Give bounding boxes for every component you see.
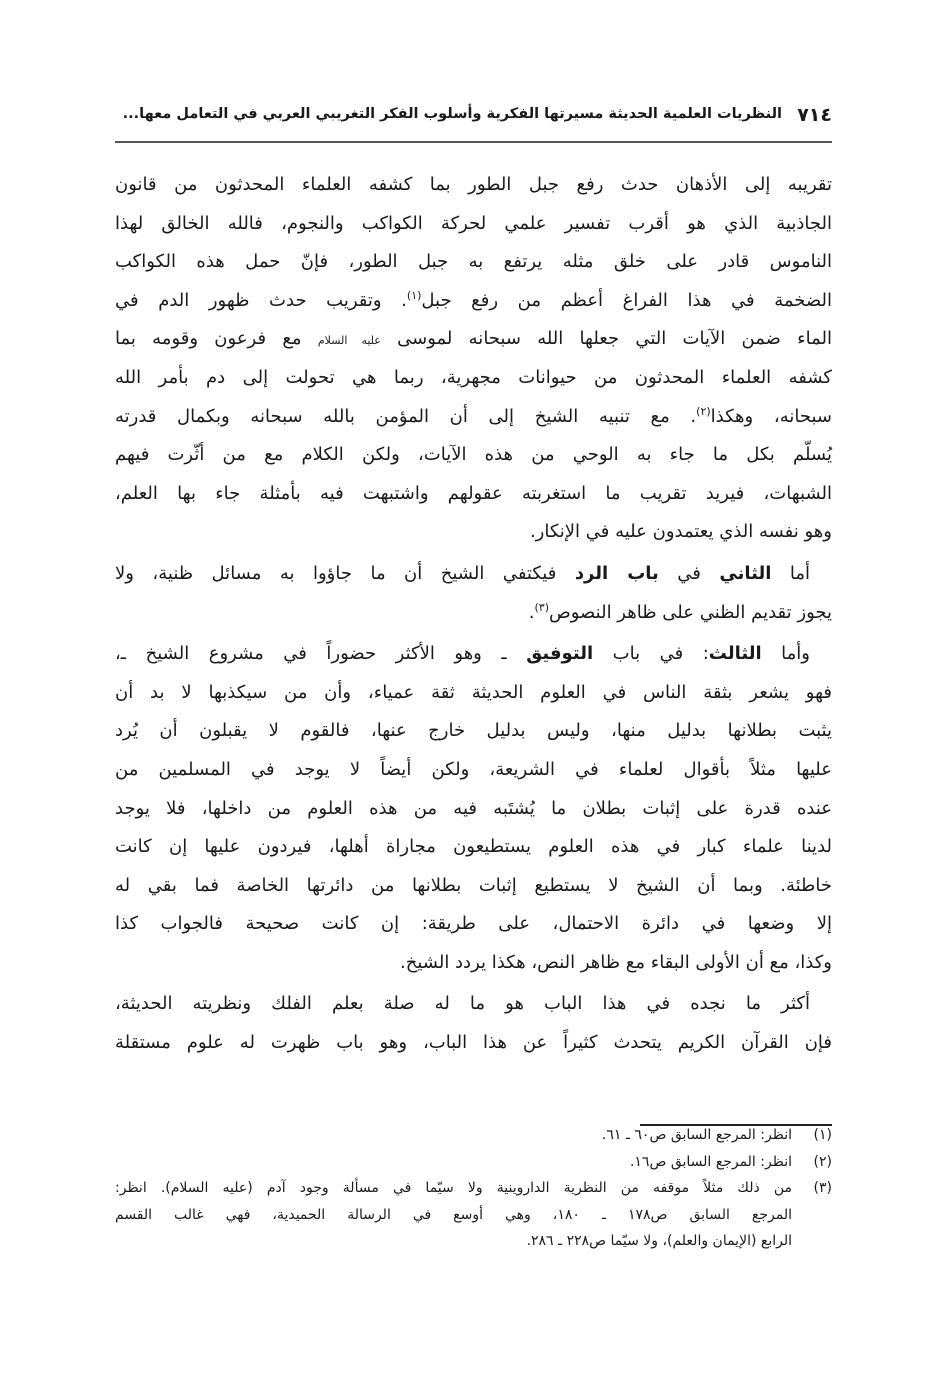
text-line (115, 867, 832, 906)
text-run: الناموس قادر على خلق مثله يرتفع به جبل الطور، فإنّ حمل هذه الكواكب (115, 251, 832, 273)
paragraph (115, 166, 832, 552)
bold-term: الثاني (719, 562, 772, 584)
footnote-marker: (٢) (696, 404, 711, 418)
text-run: عليها مثلاً بأقوال لعلماء في الشريعة، ولكن أيضاً لا يوجد في المسلمين من (115, 758, 832, 780)
paragraph (115, 555, 832, 632)
text-run: وأما (761, 643, 810, 665)
honorific-glyph: عليه السلام (317, 334, 381, 348)
text-run: . وتقريب حدث ظهور الدم في (115, 289, 407, 311)
text-run: لدينا علماء كبار في هذه العلوم يستطيعون مجاراة أهلها، فيردون عليها إن كانت (115, 836, 832, 858)
text-run: يُسلّم بكل ما جاء به الوحي من هذه الآيات، ولكن الكلام مع من أثّرت فيهم (115, 444, 832, 466)
running-header (115, 104, 832, 134)
text-line (115, 985, 832, 1024)
paragraph (115, 985, 832, 1062)
footnote-text: المرجع السابق ص١٧٨ ـ ١٨٠، وهي أوسع في الرسالة الحميدية، فهي غالب القسم (115, 1206, 792, 1223)
text-run: وهو نفسه الذي يعتمدون عليه في الإنكار. (529, 521, 832, 543)
text-line (115, 828, 832, 867)
text-line (115, 205, 832, 244)
bold-term: التوفيق (526, 643, 594, 665)
header-rule (115, 141, 832, 143)
footnote-number: (٢) (813, 1153, 832, 1170)
text-run: إلا وضعها في دائرة الاحتمال، على طريقة: إن كانت صحيحة فالجواب كذا (115, 913, 832, 935)
main-text (115, 166, 832, 1066)
text-run: أكثر ما نجده في هذا الباب هو ما له صلة بعلم الفلك ونظريته الحديثة، (115, 993, 810, 1015)
text-line (115, 398, 832, 437)
footnote-marker: (١) (406, 288, 422, 302)
footnote-marker: (٣) (534, 600, 549, 614)
text-run: يثبت بطلانها بدليل منها، وليس بدليل خارج عنها، فالقوم لا يقبلون أن يُرد (115, 720, 832, 742)
text-run: ـ وهو الأكثر حضوراً في مشروع الشيخ ـ، (115, 643, 527, 665)
text-line (115, 513, 832, 552)
text-run: عنده قدرة على إثبات بطلان ما يُشتَبه فيه من هذه العلوم من داخلها، فلا يوجد (115, 797, 832, 819)
text-line (115, 674, 832, 713)
text-line (115, 1024, 832, 1063)
footnote-text: انظر: المرجع السابق ص٦٠ ـ ٦١. (601, 1127, 792, 1143)
footnote (115, 1149, 832, 1176)
text-line (115, 166, 832, 205)
text-line (115, 712, 832, 751)
text-line (115, 751, 832, 790)
text-run: الشبهات، فيريد تقريب ما استغربته عقولهم واشتبهت فيه بأمثلة جاء بها العلم، (115, 482, 832, 504)
text-line (115, 475, 832, 514)
footnote-text: انظر: المرجع السابق ص١٦. (629, 1153, 792, 1170)
text-run: . (528, 601, 535, 623)
text-line (115, 905, 832, 944)
text-line (115, 243, 832, 282)
running-title: النظريات العلمية الحديثة مسيرتها الفكرية وأسلوب الفكر التغريبي العربي في التعامل معها... (122, 106, 782, 122)
text-run: مع فرعون وقومه بما (115, 328, 318, 350)
text-line (115, 555, 832, 594)
text-run: يجوز تقديم الظني على ظاهر النصوص (549, 601, 832, 623)
text-line (115, 594, 832, 633)
paragraph (115, 635, 832, 982)
text-run: فهو يشعر بثقة الناس في العلوم الحديثة ثقة عمياء، وأن من سيكذبها لا بد أن (115, 681, 832, 703)
text-line (115, 436, 832, 475)
footnote (115, 1175, 832, 1255)
text-run: خاطئة. وبما أن الشيخ لا يستطيع إثبات بطلانها من دائرتها الخاصة فما بقي له (115, 874, 832, 896)
text-line (115, 320, 832, 359)
text-run: وكذا، مع أن الأولى البقاء مع ظاهر النص، هكذا يردد الشيخ. (400, 951, 832, 973)
text-line (115, 282, 832, 321)
text-run: سبحانه، وهكذا (710, 405, 832, 427)
text-run: الماء ضمن الآيات التي جعلها الله سبحانه لموسى (380, 328, 832, 350)
text-run: . مع تنبيه الشيخ إلى أن المؤمن بالله سبحانه وبكمال قدرته (115, 405, 697, 427)
footnote-text: الرابع (الإيمان والعلم)، ولا سيّما ص٢٢٨ ـ ٢٨٦. (526, 1233, 792, 1249)
text-run: فيكتفي الشيخ أن ما جاؤوا به مسائل ظنية، ولا (115, 562, 575, 584)
bold-term: باب الرد (574, 562, 659, 584)
footnote-number: (٣) (813, 1180, 832, 1196)
footnotes (115, 1122, 832, 1255)
text-line (115, 635, 832, 674)
text-run: : في باب (593, 643, 709, 665)
bold-term: الثالث (708, 643, 762, 665)
text-run: كشفه العلماء المحدثون من حيوانات مجهرية، ربما هي تحولت إلى دم بأمر الله (115, 366, 832, 388)
text-run: أما (771, 562, 810, 584)
footnote (115, 1122, 832, 1149)
text-line (115, 944, 832, 983)
text-run: الضخمة في هذا الفراغ أعظم من رفع جبل (421, 289, 832, 311)
page-number: ٧١٤ (797, 104, 832, 126)
footnote-text: من ذلك مثلاً موقفه من النظرية الداروينية ولا سيّما في مسألة وجود آدم (عليه السلام). انظر: (115, 1180, 792, 1196)
text-line (115, 359, 832, 398)
text-run: في (658, 562, 720, 584)
text-line (115, 790, 832, 829)
text-run: الجاذبية الذي هو أقرب تفسير علمي لحركة الكواكب والنجوم، فالله الخالق لهذا (115, 212, 832, 234)
text-run: تقريبه إلى الأذهان حدث رفع جبل الطور بما كشفه العلماء المحدثون من قانون (115, 174, 832, 195)
text-run: فإن القرآن الكريم يتحدث كثيراً عن هذا الباب، وهو باب ظهرت له علوم مستقلة (115, 1032, 832, 1054)
footnote-number: (١) (813, 1127, 832, 1143)
